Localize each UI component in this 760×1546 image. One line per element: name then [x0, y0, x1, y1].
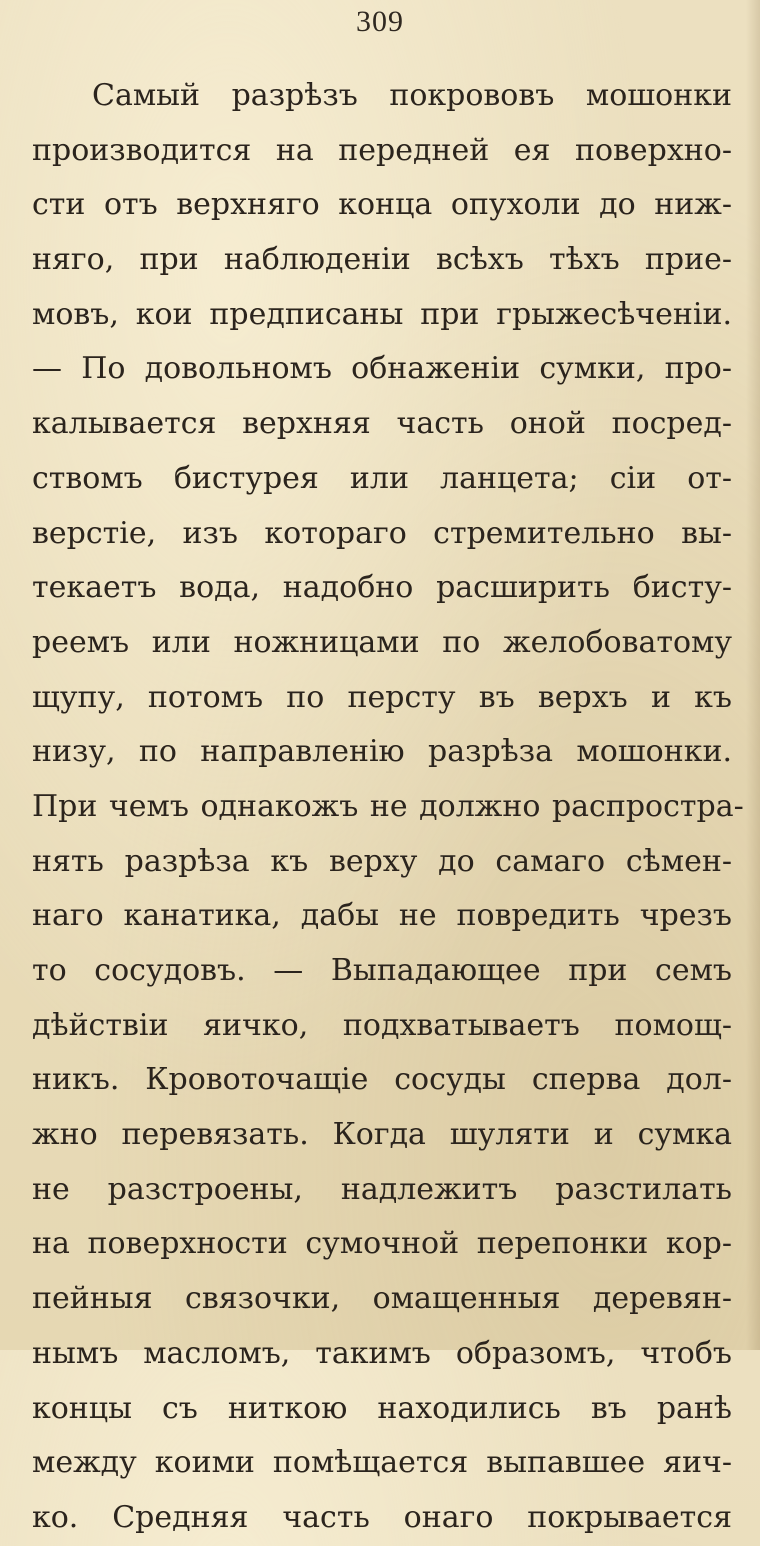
text-line: верстіе, изъ котораго стремительно вы-: [32, 515, 732, 551]
text-line: Самый разрѣзъ покрововъ мошонки: [92, 78, 732, 113]
text-line: калывается верхняя часть оной посред-: [32, 406, 732, 442]
page-edge-shadow: [746, 0, 760, 1350]
text-line: низу, по направленію разрѣза мошонки.: [32, 734, 732, 770]
text-line: концы съ ниткою находились въ ранѣ: [32, 1390, 732, 1426]
text-line: дѣйствіи яичко, подхватываетъ помощ-: [32, 1007, 732, 1043]
body-text: [32, 69, 744, 1546]
text-line: жно перевязать. Когда шуляти и сумка: [32, 1117, 732, 1153]
text-line: мовъ, кои предписаны при грыжесѣченіи.: [32, 296, 732, 332]
text-line: между коими помѣщается выпавшее яич-: [32, 1445, 732, 1481]
text-line: производится на передней ея поверхно-: [32, 132, 732, 168]
text-line: няго, при наблюденіи всѣхъ тѣхъ прие-: [32, 242, 732, 278]
text-line: пейныя связочки, омащенныя деревян-: [32, 1281, 732, 1317]
text-line: При чемъ однакожъ не должно распростра-: [32, 788, 744, 824]
text-line: реемъ или ножницами по желобоватому: [32, 624, 732, 660]
text-line: сти отъ верхняго конца опухоли до ниж-: [32, 187, 732, 223]
text-line: — По довольномъ обнаженіи сумки, про-: [32, 351, 732, 387]
text-line: не разстроены, надлежитъ разстилать: [32, 1171, 732, 1207]
text-line: текаетъ вода, надобно расширить бисту-: [32, 570, 732, 606]
text-line: ко. Средняя часть онаго покрывается: [32, 1499, 732, 1535]
text-line: наго канатика, дабы не повредить чрезъ: [32, 898, 732, 934]
text-line: нымъ масломъ, такимъ образомъ, чтобъ: [32, 1335, 732, 1371]
text-line: то сосудовъ. — Выпадающее при семъ: [32, 953, 732, 988]
text-line: на поверхности сумочной перепонки кор-: [32, 1226, 732, 1262]
text-line: никъ. Кровоточащіе сосуды сперва дол-: [32, 1062, 732, 1098]
page-number: 309: [356, 5, 404, 38]
text-line: щупу, потомъ по персту въ верхъ и къ: [32, 679, 732, 715]
text-line: ствомъ бистурея или ланцета; сіи от-: [32, 460, 732, 496]
text-line: нять разрѣза къ верху до самаго сѣмен-: [32, 843, 732, 879]
